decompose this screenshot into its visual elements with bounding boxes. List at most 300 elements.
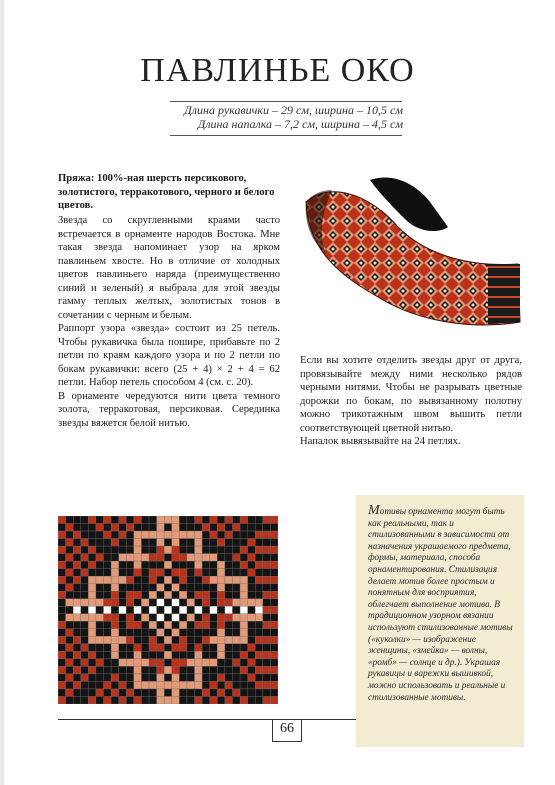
chart-cell <box>119 636 127 644</box>
chart-cell <box>255 621 263 629</box>
chart-cell <box>81 546 89 554</box>
chart-cell <box>126 606 134 614</box>
chart-cell <box>172 591 180 599</box>
chart-cell <box>96 584 104 592</box>
chart-cell <box>255 569 263 577</box>
mitten-photo <box>298 172 522 342</box>
chart-cell <box>255 674 263 682</box>
chart-cell <box>232 539 240 547</box>
chart-cell <box>88 644 96 652</box>
chart-cell <box>270 569 278 577</box>
chart-cell <box>195 569 203 577</box>
chart-cell <box>149 584 157 592</box>
chart-cell <box>157 651 165 659</box>
chart-cell <box>119 546 127 554</box>
chart-cell <box>58 516 66 524</box>
chart-cell <box>126 524 134 532</box>
chart-cell <box>263 524 271 532</box>
chart-cell <box>255 629 263 637</box>
chart-cell <box>202 621 210 629</box>
chart-cell <box>248 644 256 652</box>
chart-cell <box>164 659 172 667</box>
chart-cell <box>164 681 172 689</box>
chart-cell <box>73 569 81 577</box>
chart-cell <box>202 599 210 607</box>
chart-cell <box>126 576 134 584</box>
chart-cell <box>149 554 157 562</box>
chart-cell <box>270 674 278 682</box>
chart-cell <box>172 516 180 524</box>
chart-cell <box>232 636 240 644</box>
chart-cell <box>66 516 74 524</box>
chart-cell <box>255 584 263 592</box>
chart-cell <box>248 659 256 667</box>
chart-cell <box>58 576 66 584</box>
chart-cell <box>179 651 187 659</box>
chart-cell <box>96 674 104 682</box>
chart-cell <box>210 636 218 644</box>
chart-cell <box>119 561 127 569</box>
chart-cell <box>164 591 172 599</box>
chart-cell <box>232 659 240 667</box>
chart-cell <box>134 606 142 614</box>
chart-cell <box>58 666 66 674</box>
chart-cell <box>195 531 203 539</box>
chart-cell <box>240 674 248 682</box>
chart-cell <box>119 681 127 689</box>
chart-cell <box>66 554 74 562</box>
chart-cell <box>232 681 240 689</box>
chart-cell <box>202 629 210 637</box>
chart-cell <box>217 524 225 532</box>
chart-cell <box>172 561 180 569</box>
chart-cell <box>217 599 225 607</box>
chart-cell <box>240 531 248 539</box>
chart-cell <box>270 554 278 562</box>
chart-cell <box>88 554 96 562</box>
chart-cell <box>179 689 187 697</box>
chart-cell <box>73 516 81 524</box>
chart-cell <box>96 681 104 689</box>
chart-cell <box>240 644 248 652</box>
chart-cell <box>240 584 248 592</box>
page-edge <box>0 0 4 785</box>
chart-cell <box>104 591 112 599</box>
chart-cell <box>195 591 203 599</box>
chart-cell <box>195 636 203 644</box>
chart-cell <box>270 689 278 697</box>
chart-cell <box>149 576 157 584</box>
chart-cell <box>255 524 263 532</box>
chart-cell <box>134 546 142 554</box>
chart-cell <box>202 539 210 547</box>
chart-cell <box>172 606 180 614</box>
chart-cell <box>88 651 96 659</box>
chart-cell <box>104 614 112 622</box>
chart-cell <box>111 599 119 607</box>
chart-cell <box>263 651 271 659</box>
chart-cell <box>172 614 180 622</box>
chart-cell <box>164 576 172 584</box>
chart-cell <box>248 591 256 599</box>
chart-cell <box>240 606 248 614</box>
chart-cell <box>179 576 187 584</box>
chart-cell <box>149 659 157 667</box>
chart-cell <box>96 516 104 524</box>
chart-cell <box>111 644 119 652</box>
chart-cell <box>111 666 119 674</box>
chart-cell <box>270 636 278 644</box>
chart-cell <box>225 689 233 697</box>
chart-cell <box>96 599 104 607</box>
chart-cell <box>149 696 157 704</box>
chart-cell <box>58 561 66 569</box>
chart-cell <box>225 569 233 577</box>
chart-cell <box>255 614 263 622</box>
chart-cell <box>187 681 195 689</box>
chart-cell <box>73 591 81 599</box>
chart-cell <box>149 689 157 697</box>
chart-cell <box>104 636 112 644</box>
chart-cell <box>81 576 89 584</box>
chart-cell <box>66 524 74 532</box>
chart-cell <box>240 629 248 637</box>
chart-cell <box>240 621 248 629</box>
chart-cell <box>248 554 256 562</box>
chart-cell <box>217 516 225 524</box>
chart-cell <box>141 689 149 697</box>
chart-cell <box>88 584 96 592</box>
chart-cell <box>225 524 233 532</box>
chart-cell <box>141 629 149 637</box>
chart-cell <box>81 666 89 674</box>
chart-cell <box>88 599 96 607</box>
chart-cell <box>172 666 180 674</box>
chart-cell <box>111 606 119 614</box>
chart-cell <box>104 546 112 554</box>
chart-cell <box>126 516 134 524</box>
chart-cell <box>111 546 119 554</box>
chart-cell <box>255 576 263 584</box>
chart-cell <box>217 644 225 652</box>
chart-cell <box>149 636 157 644</box>
chart-cell <box>255 651 263 659</box>
chart-cell <box>111 524 119 532</box>
star-pattern-chart <box>58 516 278 704</box>
chart-cell <box>195 666 203 674</box>
chart-cell <box>232 524 240 532</box>
chart-cell <box>270 546 278 554</box>
paragraph: Если вы хотите отделить звезды друг от друга, провязывайте между ними несколько рядов черными нитями. Чтобы не разрывать цветные дорожки по бокам, по вывязанному полотну можно трикотажным швом вышить петли соответствующей цветной нитью. <box>300 355 522 434</box>
chart-cell <box>210 546 218 554</box>
chart-cell <box>187 621 195 629</box>
chart-cell <box>232 689 240 697</box>
chart-cell <box>119 659 127 667</box>
chart-cell <box>187 561 195 569</box>
chart-cell <box>195 584 203 592</box>
chart-cell <box>104 666 112 674</box>
chart-cell <box>66 576 74 584</box>
chart-cell <box>187 524 195 532</box>
footer-rule <box>58 719 286 720</box>
chart-cell <box>126 696 134 704</box>
chart-cell <box>248 516 256 524</box>
chart-cell <box>202 674 210 682</box>
chart-cell <box>225 644 233 652</box>
chart-cell <box>66 666 74 674</box>
chart-cell <box>119 629 127 637</box>
chart-cell <box>270 524 278 532</box>
chart-cell <box>248 546 256 554</box>
chart-cell <box>179 531 187 539</box>
chart-cell <box>240 599 248 607</box>
chart-cell <box>172 659 180 667</box>
chart-cell <box>232 621 240 629</box>
chart-cell <box>81 569 89 577</box>
chart-cell <box>96 546 104 554</box>
chart-cell <box>202 606 210 614</box>
chart-cell <box>187 644 195 652</box>
chart-cell <box>88 659 96 667</box>
chart-cell <box>164 651 172 659</box>
paragraph: Напалок вывязывайте на 24 петлях. <box>300 436 461 447</box>
chart-cell <box>111 689 119 697</box>
chart-cell <box>225 681 233 689</box>
chart-cell <box>157 599 165 607</box>
chart-cell <box>187 629 195 637</box>
chart-cell <box>172 629 180 637</box>
chart-cell <box>58 569 66 577</box>
chart-cell <box>66 681 74 689</box>
chart-cell <box>141 561 149 569</box>
chart-cell <box>66 606 74 614</box>
chart-cell <box>73 576 81 584</box>
chart-cell <box>164 689 172 697</box>
chart-cell <box>263 674 271 682</box>
chart-cell <box>179 629 187 637</box>
chart-cell <box>172 651 180 659</box>
chart-cell <box>134 576 142 584</box>
chart-cell <box>157 524 165 532</box>
chart-cell <box>179 636 187 644</box>
chart-cell <box>96 576 104 584</box>
chart-cell <box>195 539 203 547</box>
chart-cell <box>210 696 218 704</box>
chart-cell <box>66 561 74 569</box>
chart-cell <box>96 606 104 614</box>
chart-cell <box>73 666 81 674</box>
chart-cell <box>134 696 142 704</box>
chart-cell <box>210 606 218 614</box>
chart-cell <box>73 689 81 697</box>
chart-cell <box>104 681 112 689</box>
chart-cell <box>111 516 119 524</box>
chart-cell <box>232 546 240 554</box>
chart-cell <box>270 681 278 689</box>
chart-cell <box>179 666 187 674</box>
chart-cell <box>263 696 271 704</box>
chart-cell <box>248 689 256 697</box>
chart-cell <box>141 696 149 704</box>
chart-cell <box>164 524 172 532</box>
chart-cell <box>195 674 203 682</box>
chart-cell <box>202 696 210 704</box>
chart-cell <box>73 629 81 637</box>
chart-cell <box>88 516 96 524</box>
chart-cell <box>179 644 187 652</box>
chart-cell <box>202 524 210 532</box>
chart-cell <box>126 531 134 539</box>
chart-cell <box>104 599 112 607</box>
chart-cell <box>217 689 225 697</box>
chart-cell <box>104 531 112 539</box>
chart-cell <box>141 524 149 532</box>
chart-cell <box>119 674 127 682</box>
chart-cell <box>119 576 127 584</box>
chart-cell <box>119 696 127 704</box>
chart-cell <box>179 546 187 554</box>
chart-cell <box>187 674 195 682</box>
chart-cell <box>126 644 134 652</box>
chart-cell <box>164 696 172 704</box>
chart-cell <box>195 546 203 554</box>
subtitle-rule-top <box>170 101 402 102</box>
chart-cell <box>149 546 157 554</box>
chart-cell <box>232 599 240 607</box>
chart-cell <box>179 591 187 599</box>
chart-cell <box>187 576 195 584</box>
chart-cell <box>217 651 225 659</box>
chart-cell <box>195 651 203 659</box>
chart-cell <box>111 614 119 622</box>
chart-cell <box>164 584 172 592</box>
note-text: отивы орнамента могут быть как реальными, так и стилизованными в зависимости от назначения украшаемого предмета, формы, материала, способа орнаментирования. Стилизация делает мотив более простым и понятным для восприятия, облегчает выполнение мотива. В традиционном узорном вязании используют стилизованные мотивы («куколки» — изображение женщины, «змейка» — волны, «ромб» — солнце и др.). Украшая рукавицы и варежки вышивкой, можно использовать и реальные и стилизованные мотивы. <box>368 507 513 703</box>
chart-cell <box>270 576 278 584</box>
chart-cell <box>255 531 263 539</box>
chart-cell <box>263 599 271 607</box>
chart-cell <box>126 666 134 674</box>
chart-cell <box>66 674 74 682</box>
chart-cell <box>66 651 74 659</box>
chart-cell <box>225 516 233 524</box>
chart-cell <box>255 636 263 644</box>
chart-cell <box>73 696 81 704</box>
chart-cell <box>270 539 278 547</box>
chart-cell <box>66 531 74 539</box>
chart-cell <box>81 591 89 599</box>
chart-cell <box>134 659 142 667</box>
chart-cell <box>66 621 74 629</box>
chart-cell <box>202 636 210 644</box>
chart-cell <box>217 621 225 629</box>
chart-cell <box>263 681 271 689</box>
chart-cell <box>164 569 172 577</box>
chart-cell <box>149 681 157 689</box>
chart-cell <box>149 599 157 607</box>
chart-cell <box>134 561 142 569</box>
chart-cell <box>119 644 127 652</box>
chart-cell <box>255 666 263 674</box>
chart-cell <box>240 591 248 599</box>
chart-cell <box>202 689 210 697</box>
chart-cell <box>81 554 89 562</box>
chart-cell <box>157 516 165 524</box>
chart-cell <box>58 546 66 554</box>
chart-cell <box>149 644 157 652</box>
chart-cell <box>157 681 165 689</box>
chart-cell <box>255 539 263 547</box>
chart-cell <box>81 614 89 622</box>
chart-cell <box>270 644 278 652</box>
chart-cell <box>126 651 134 659</box>
chart-cell <box>157 674 165 682</box>
chart-cell <box>179 606 187 614</box>
chart-cell <box>88 629 96 637</box>
chart-cell <box>164 606 172 614</box>
chart-cell <box>232 554 240 562</box>
chart-cell <box>141 606 149 614</box>
chart-cell <box>157 621 165 629</box>
chart-cell <box>225 629 233 637</box>
chart-cell <box>96 569 104 577</box>
chart-cell <box>126 561 134 569</box>
chart-cell <box>263 591 271 599</box>
chart-cell <box>58 636 66 644</box>
chart-cell <box>187 584 195 592</box>
chart-cell <box>217 681 225 689</box>
note-initial: М <box>368 503 380 518</box>
chart-cell <box>119 569 127 577</box>
chart-cell <box>195 696 203 704</box>
chart-cell <box>126 659 134 667</box>
chart-cell <box>81 629 89 637</box>
chart-cell <box>119 651 127 659</box>
chart-cell <box>96 531 104 539</box>
chart-cell <box>58 689 66 697</box>
chart-cell <box>104 651 112 659</box>
chart-cell <box>66 569 74 577</box>
dimensions-text <box>184 103 403 131</box>
chart-cell <box>255 696 263 704</box>
chart-cell <box>172 681 180 689</box>
chart-cell <box>217 696 225 704</box>
chart-cell <box>149 591 157 599</box>
chart-cell <box>187 531 195 539</box>
chart-cell <box>195 659 203 667</box>
chart-cell <box>134 531 142 539</box>
chart-cell <box>217 591 225 599</box>
chart-cell <box>104 584 112 592</box>
chart-cell <box>157 606 165 614</box>
chart-cell <box>96 621 104 629</box>
chart-cell <box>263 539 271 547</box>
chart-cell <box>141 681 149 689</box>
chart-cell <box>172 696 180 704</box>
note-box <box>356 495 524 747</box>
chart-cell <box>134 666 142 674</box>
chart-cell <box>134 539 142 547</box>
chart-cell <box>81 606 89 614</box>
chart-cell <box>179 524 187 532</box>
chart-cell <box>179 599 187 607</box>
chart-cell <box>263 584 271 592</box>
chart-cell <box>164 546 172 554</box>
chart-cell <box>217 561 225 569</box>
chart-cell <box>187 651 195 659</box>
chart-cell <box>172 674 180 682</box>
chart-cell <box>141 644 149 652</box>
chart-cell <box>263 644 271 652</box>
